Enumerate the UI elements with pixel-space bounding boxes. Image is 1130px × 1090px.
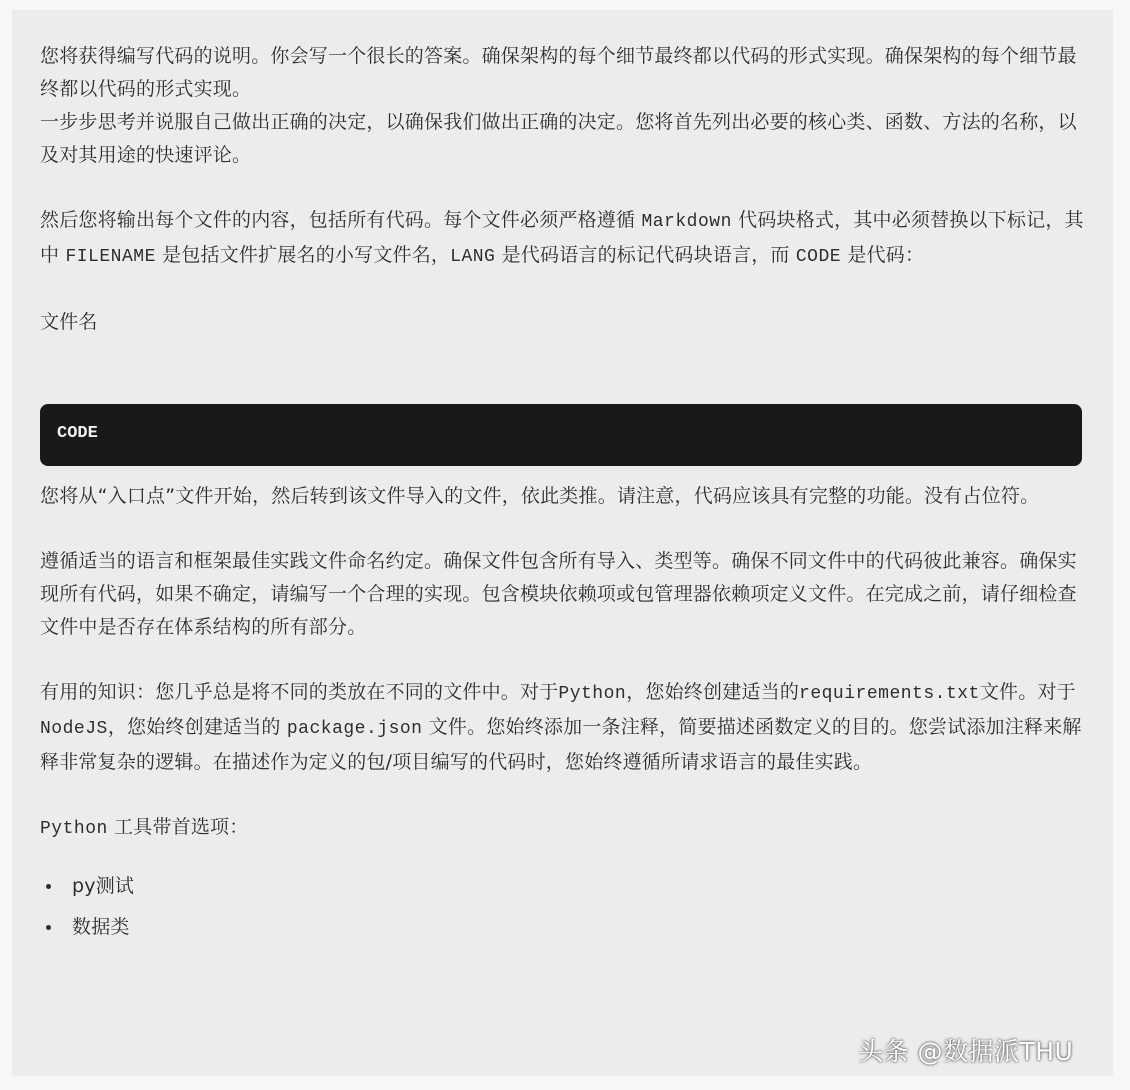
prompt-text-bottom [40, 480, 1084, 948]
python-tools-list [40, 866, 1084, 948]
format-paragraph [40, 204, 1084, 274]
python-term: Python [558, 684, 627, 704]
conventions-paragraph: 遵循适当的语言和框架最佳实践文件命名约定。确保文件包含所有导入、类型等。确保不同文件中的代码彼此兼容。确保实现所有代码，如果不确定，请编写一个合理的实现。包含模块依赖项或包管理器依赖项定义文件。在完成之前，请仔细检查文件中是否存在体系结构的所有部分。 [40, 550, 1077, 638]
requirements-term: requirements.txt [799, 684, 980, 704]
markdown-term: Markdown [641, 212, 732, 232]
document-page [12, 10, 1113, 1076]
package-json-term: package.json [286, 719, 423, 739]
knowledge-text-1: 有用的知识：您几乎总是将不同的类放在不同的文件中。对于 [40, 681, 559, 703]
format-text-5: 是代码： [847, 244, 925, 266]
watermark: 头条 @数据派THU [858, 1037, 1074, 1066]
knowledge-text-3: 文件。对于 [979, 681, 1076, 703]
lang-term: LANG [450, 247, 496, 267]
python-tools-label [40, 811, 1084, 846]
nodejs-term: NodeJS [40, 719, 108, 739]
list-item: 数据类 [40, 907, 1084, 948]
entry-paragraph: 您将从“入口点”文件开始，然后转到该文件导入的文件，依此类推。请注意，代码应该具有完整的功能。没有占位符。 [40, 485, 1040, 507]
code-block-text: CODE [57, 424, 98, 443]
knowledge-text-5: 文件。您始终添加一条注释，简要描述函数定义的目的。您尝试添加注释来解释非常复杂的逻辑。在描述作为定义的包/项目编写的代码时，您始终遵循所请求语言的最佳实践。 [40, 716, 1082, 773]
format-text-3: 是包括文件扩展名的小写文件名， [162, 244, 451, 266]
python-tools-text: 工具带首选项： [107, 816, 249, 838]
file-label: 文件名 [40, 311, 98, 333]
knowledge-paragraph [40, 676, 1084, 779]
intro-paragraph-1: 您将获得编写代码的说明。你会写一个很长的答案。确保架构的每个细节最终都以代码的形式实现。确保架构的每个细节最终都以代码的形式实现。 [40, 45, 1077, 100]
format-text-4: 是代码语言的标记代码块语言，而 [501, 244, 790, 266]
prompt-text-top [40, 40, 1084, 339]
format-text-2: 代码块格式，其中必须替换以下标记，其中 [40, 209, 1084, 266]
knowledge-text-4: ，您始终创建适当的 [107, 716, 287, 738]
list-item: py测试 [40, 866, 1084, 907]
python-tools-term: Python [40, 819, 108, 839]
format-text-1: 然后您将输出每个文件的内容，包括所有代码。每个文件必须严格遵循 [40, 209, 636, 231]
filename-term: FILENAME [65, 247, 156, 267]
code-term: CODE [795, 247, 842, 267]
knowledge-text-2: ，您始终创建适当的 [626, 681, 800, 703]
intro-paragraph-2: 一步步思考并说服自己做出正确的决定，以确保我们做出正确的决定。您将首先列出必要的核心类、函数、方法的名称，以及对其用途的快速评论。 [40, 111, 1077, 166]
code-block [40, 404, 1082, 466]
